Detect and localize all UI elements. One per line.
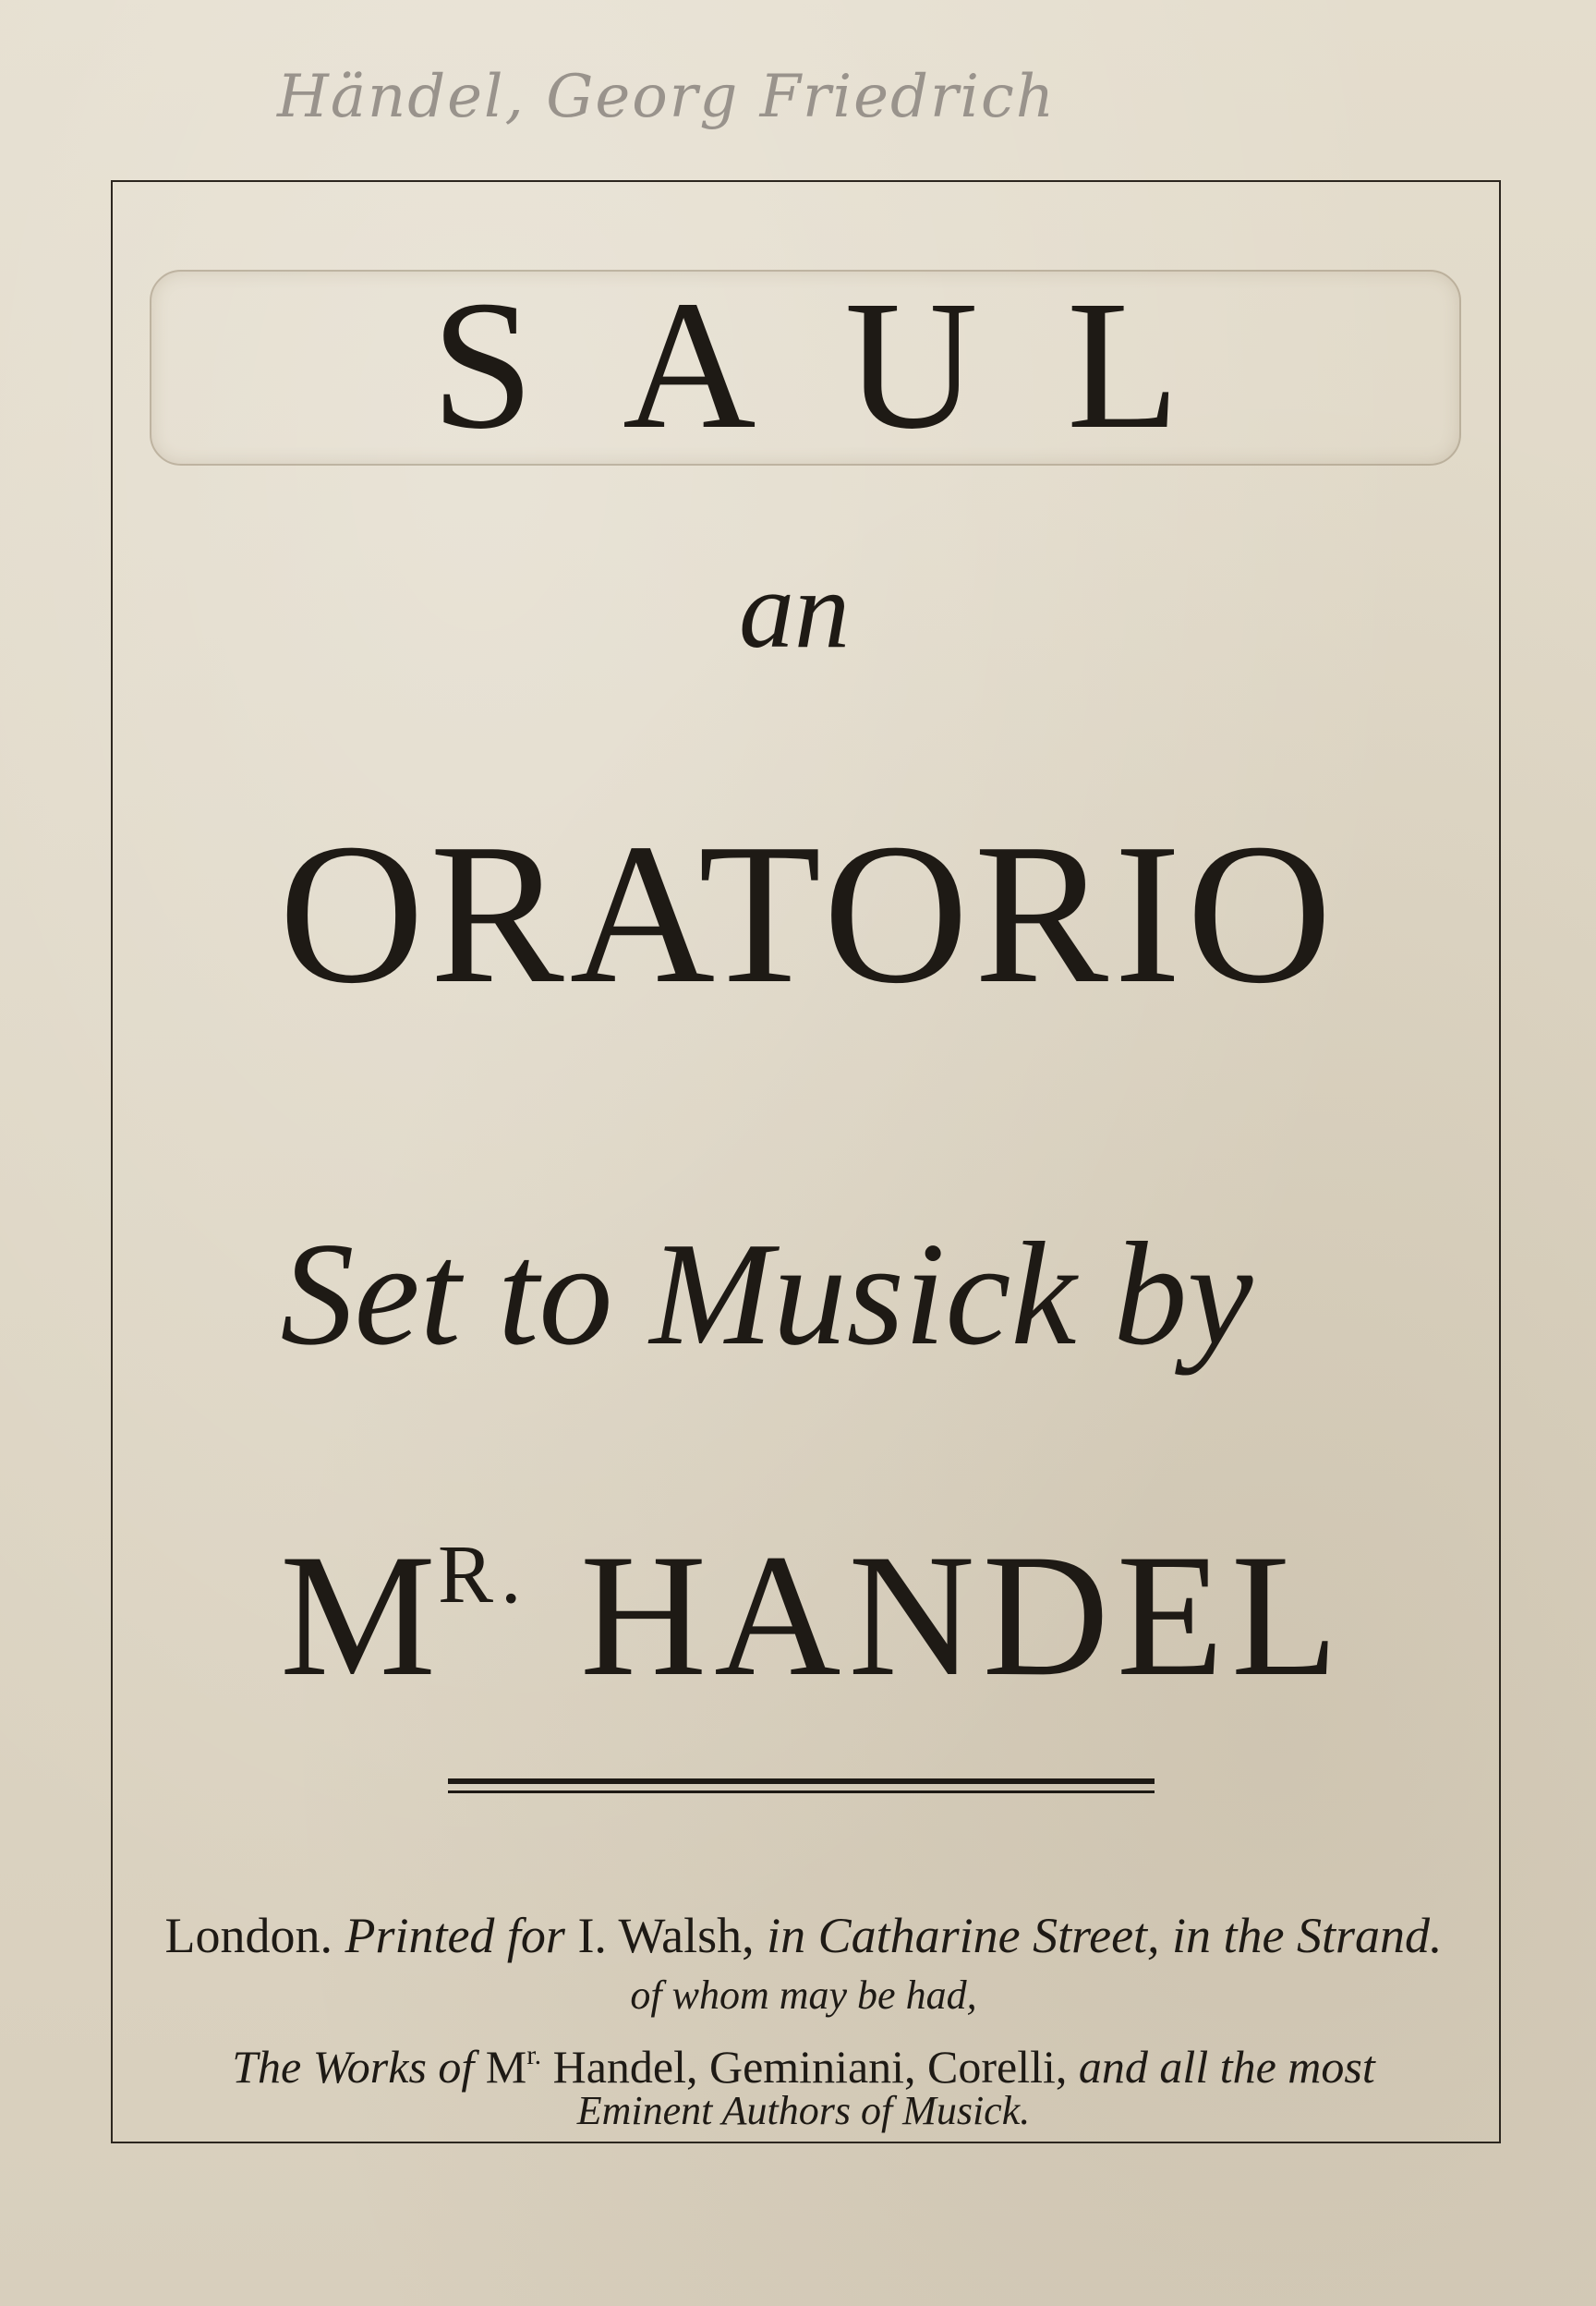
subtitle-oratorio: ORATORIO	[278, 803, 1338, 1026]
imprint-whom: of whom may be had,	[630, 1972, 977, 2018]
composer-prefix	[280, 1478, 528, 1713]
page-frame-border	[111, 180, 1501, 2143]
imprint-address: in Catharine Street, in the Strand.	[767, 1908, 1443, 1963]
imprint-mr-m: M	[485, 2041, 527, 2093]
double-rule-thin	[448, 1790, 1155, 1793]
double-rule-thick	[448, 1778, 1155, 1784]
imprint-city: London.	[164, 1908, 332, 1963]
title-main: SAUL	[430, 263, 1269, 467]
imprint-line-4	[115, 2083, 1492, 2139]
imprint-composers: Handel, Geminiani, Corelli,	[552, 2041, 1068, 2093]
imprint-line-1	[115, 1903, 1492, 1968]
subtitle-an: an	[739, 548, 850, 671]
composer-prefix-sup: R.	[437, 1529, 529, 1620]
imprint-printer: I. Walsh,	[577, 1908, 755, 1963]
imprint-works-suffix: and all the most	[1078, 2041, 1375, 2093]
imprint-eminent: Eminent Authors of Musick.	[576, 2088, 1031, 2133]
set-to-music-line: Set to Musick by	[280, 1211, 1253, 1376]
imprint-printed-for: Printed for	[345, 1908, 565, 1963]
composer-name: HANDEL	[580, 1519, 1346, 1713]
composer-line	[139, 1478, 1487, 1713]
imprint-works-prefix: The Works of	[232, 2041, 475, 2093]
imprint-line-3	[115, 2023, 1492, 2093]
imprint-line-2	[115, 1968, 1492, 2023]
composer-prefix-m: M	[280, 1519, 443, 1713]
pencil-annotation: Händel, Georg Friedrich	[277, 63, 1057, 131]
imprint-mr-sup: r.	[526, 2040, 542, 2070]
